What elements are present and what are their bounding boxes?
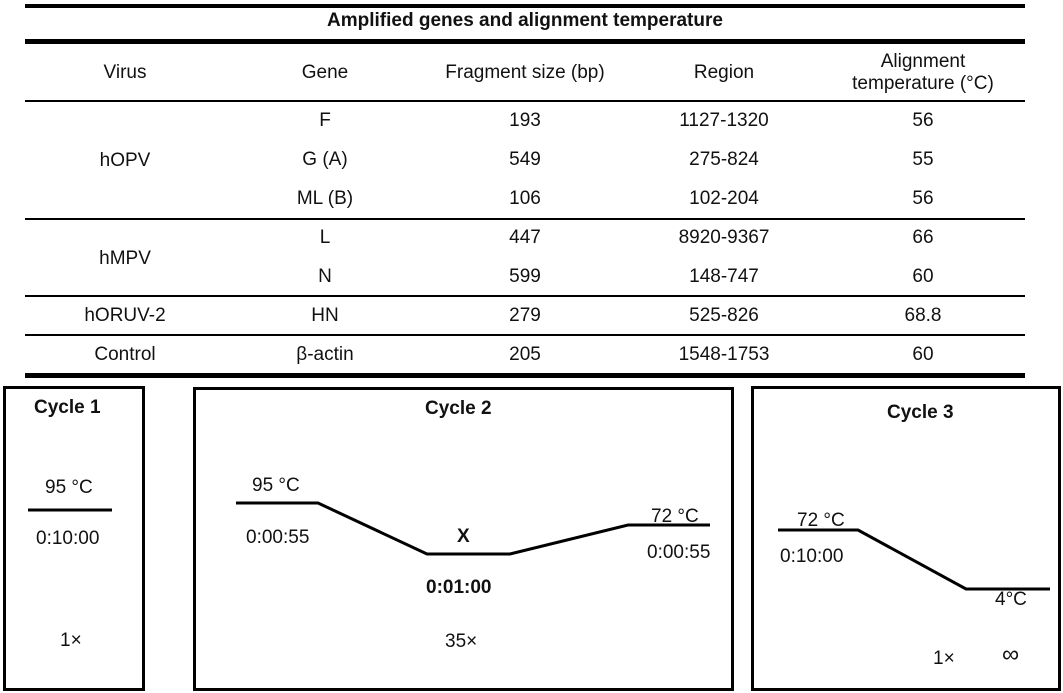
- size-cell: 447: [509, 227, 541, 248]
- header-virus: Virus: [103, 62, 147, 83]
- cycle2-start-time: 0:00:55: [246, 527, 310, 548]
- gene-cell: G (A): [302, 149, 348, 170]
- size-cell: 205: [509, 344, 541, 365]
- cycle2-title: Cycle 2: [425, 398, 492, 419]
- cycle3-start-temp: 72 °C: [797, 510, 845, 531]
- temp-cell: 60: [912, 344, 934, 365]
- virus-cell: Control: [94, 344, 156, 365]
- region-cell: 1127-1320: [679, 110, 769, 131]
- cycle3-hold-infinity-icon: ∞: [1002, 641, 1020, 668]
- temp-cell: 55: [912, 149, 934, 170]
- header-region: Region: [693, 62, 755, 83]
- gene-cell: HN: [311, 305, 339, 326]
- cycle2-repeat: 35×: [445, 631, 478, 652]
- cycle2-end-time: 0:00:55: [647, 542, 711, 563]
- cycle3-start-time: 0:10:00: [780, 546, 844, 567]
- header-gene: Gene: [301, 62, 349, 83]
- header-fragment-size: Fragment size (bp): [445, 62, 605, 83]
- region-cell: 102-204: [689, 188, 759, 209]
- region-cell: 525-826: [689, 305, 759, 326]
- cycle3-title: Cycle 3: [887, 402, 954, 423]
- cycle2-end-temp: 72 °C: [651, 506, 699, 527]
- region-cell: 275-824: [689, 149, 759, 170]
- virus-cell: hORUV-2: [84, 305, 166, 326]
- cycle2-start-temp: 95 °C: [252, 475, 300, 496]
- gene-cell: ML (B): [296, 188, 354, 209]
- cycle3-end-temp: 4°C: [995, 589, 1027, 610]
- cycle1-repeat: 1×: [60, 630, 82, 651]
- size-cell: 193: [509, 110, 541, 131]
- region-cell: 1548-1753: [678, 344, 770, 365]
- cycle1-temp: 95 °C: [45, 477, 93, 498]
- size-cell: 106: [509, 188, 541, 209]
- temp-cell: 66: [912, 227, 934, 248]
- gene-cell: L: [319, 227, 331, 248]
- size-cell: 549: [509, 149, 541, 170]
- temp-cell: 60: [912, 266, 934, 287]
- temp-cell: 56: [912, 188, 934, 209]
- gene-cell: β-actin: [296, 344, 354, 365]
- table-title: Amplified genes and alignment temperature: [327, 10, 723, 31]
- virus-cell: hOPV: [99, 150, 151, 171]
- region-cell: 148-747: [689, 266, 759, 287]
- cycle2-anneal-time: 0:01:00: [426, 577, 492, 598]
- cycle2-anneal-label: X: [457, 526, 470, 547]
- cycle1-title: Cycle 1: [34, 397, 101, 418]
- header-alignment-line1: Alignment: [880, 51, 966, 72]
- header-alignment-line2: temperature (°C): [852, 73, 994, 94]
- gene-cell: N: [318, 266, 332, 287]
- size-cell: 599: [509, 266, 541, 287]
- cycle1-time: 0:10:00: [36, 528, 100, 549]
- temp-cell: 56: [912, 110, 934, 131]
- gene-cell: F: [319, 110, 331, 131]
- size-cell: 279: [509, 305, 541, 326]
- cycle3-repeat: 1×: [933, 648, 955, 669]
- region-cell: 8920-9367: [678, 227, 770, 248]
- temp-cell: 68.8: [904, 305, 942, 326]
- virus-cell: hMPV: [99, 248, 151, 269]
